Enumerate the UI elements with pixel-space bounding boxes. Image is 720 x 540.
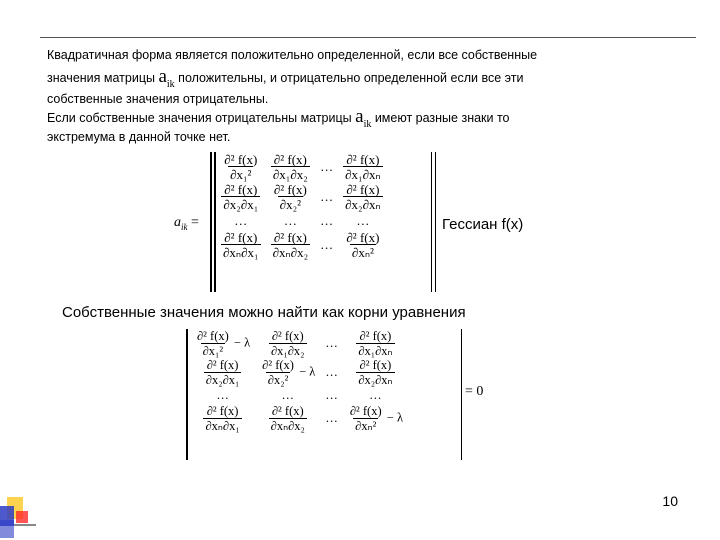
- hessian-matrix: [210, 152, 436, 292]
- characteristic-table: $\frac{\text{∂² f(x)}}{\text{∂x₁²}}$ − λ $\frac{\text{∂² f(x)}}{\text{∂x₁∂x₂}}$ … $\frac{\text{∂² f(x)}}{\text{∂x₁∂xₙ}}$ $\frac{\text{∂² f(x)}}{\text{∂x₂∂x₁}}$ $\frac{\text{∂² f(x)}}{\text{∂x₂²}}$ − λ … $\frac{\text{∂² f(x)}}{\text{∂x₂∂xₙ}}$ … … … … $\frac{\text{∂² f(x)}}{\text{∂xₙ∂x₁}}$ $\frac{\text{∂² f(x)}}{\text{∂xₙ∂x₂}}$ … $\frac{\text{∂² f(x)}}{\text{∂xₙ²}}$ − λ: [197, 329, 404, 433]
- symbol-aik-2: $a_{ik}$: [355, 106, 372, 130]
- text-line-5: экстремума в данной точке нет.: [47, 130, 231, 144]
- hessian-label: Гессиан f(x): [442, 216, 524, 233]
- text-line-1: Квадратичная форма является положительно определенной, если все собственные: [47, 48, 538, 62]
- eigen-label: Собственные значения можно найти как корни уравнения: [62, 304, 466, 321]
- page-number: 10: [662, 493, 678, 509]
- symbol-aik: $a_{ik}$: [158, 66, 175, 90]
- characteristic-matrix: [186, 329, 462, 460]
- hessian-table: $\frac{\text{∂² f(x)}}{\text{∂x₁²}}$ $\frac{\text{∂² f(x)}}{\text{∂x₁∂x₂}}$ … $\frac{\text{∂² f(x)}}{\text{∂x₁∂xₙ}}$ $\frac{\text{∂² f(x)}}{\text{∂x₂∂x₁}}$ $\frac{\text{∂² f(x)}}{\text{∂x₂²}}$ … $\frac{\text{∂² f(x)}}{\text{∂x₂∂xₙ}}$ … … … … $\frac{\text{∂² f(x)}}{\text{∂xₙ∂x₁}}$ $\frac{\text{∂² f(x)}}{\text{∂xₙ∂x₂}}$ … $\frac{\text{∂² f(x)}}{\text{∂xₙ²}}$: [223, 152, 381, 260]
- equals-zero: = 0: [465, 384, 484, 399]
- text-line-2-pre: значения матрицы: [47, 71, 155, 85]
- text-line-4-post: имеют разные знаки то: [374, 111, 510, 125]
- text-line-3: собственные значения отрицательны.: [47, 92, 269, 106]
- hessian-lhs: $a_{ik}$ =: [174, 215, 199, 232]
- corner-decoration: [0, 497, 40, 540]
- top-rule: [40, 37, 696, 38]
- text-line-2-post: положительны, и отрицательно определенной если все эти: [178, 71, 524, 85]
- text-line-4-pre: Если собственные значения отрицательны матрицы: [47, 111, 352, 125]
